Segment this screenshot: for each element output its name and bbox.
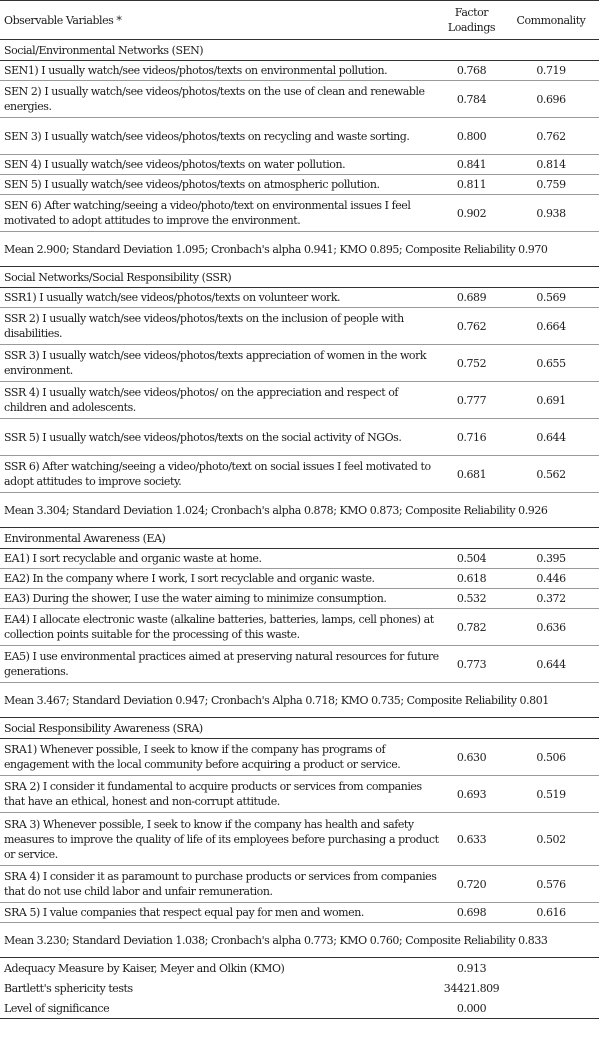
table-row bbox=[0, 569, 599, 589]
section-header-row bbox=[0, 267, 599, 288]
table-row bbox=[0, 866, 599, 903]
section-header-row bbox=[0, 718, 599, 739]
commonality-value: 0.759 bbox=[503, 175, 599, 195]
table-row bbox=[0, 549, 599, 569]
variable-text: SRA1) Whenever possible, I seek to know if the company has programs of engagement with the local community before acquiring a product or service. bbox=[0, 739, 440, 776]
factor-loading-value: 0.777 bbox=[440, 382, 503, 419]
factor-loading-value: 0.504 bbox=[440, 549, 503, 569]
variable-text: SRA 2) I consider it fundamental to acquire products or services from companies that have an ethical, honest and non-corrupt attitude. bbox=[0, 776, 440, 813]
commonality-value: 0.696 bbox=[503, 81, 599, 118]
variable-text: SRA 5) I value companies that respect equal pay for men and women. bbox=[0, 903, 440, 923]
variable-text: SSR 6) After watching/seeing a video/photo/text on social issues I feel motivated to adopt attitudes to improve society. bbox=[0, 456, 440, 493]
section-stats-row bbox=[0, 232, 599, 267]
header-commonality: Commonality bbox=[503, 1, 599, 40]
footer-value: 0.913 bbox=[440, 958, 503, 979]
factor-loading-value: 0.768 bbox=[440, 61, 503, 81]
footer-row bbox=[0, 978, 599, 998]
table-row bbox=[0, 382, 599, 419]
commonality-value: 0.519 bbox=[503, 776, 599, 813]
factor-loading-value: 0.811 bbox=[440, 175, 503, 195]
section-title: Social Networks/Social Responsibility (SSR) bbox=[0, 267, 599, 288]
footer-value: 34421.809 bbox=[443, 981, 500, 995]
commonality-value: 0.644 bbox=[503, 646, 599, 683]
commonality-value: 0.395 bbox=[503, 549, 599, 569]
variable-text: EA5) I use environmental practices aimed at preserving natural resources for future generations. bbox=[0, 646, 440, 683]
table-row bbox=[0, 903, 599, 923]
variable-text: SEN 6) After watching/seeing a video/photo/text on environmental issues I feel motivated to adopt attitudes to improve the environment. bbox=[0, 195, 440, 232]
variable-text: SSR 3) I usually watch/see videos/photos/texts appreciation of women in the work environment. bbox=[0, 345, 440, 382]
header-row bbox=[0, 1, 599, 40]
commonality-value: 0.664 bbox=[503, 308, 599, 345]
table-row bbox=[0, 456, 599, 493]
section-header-row bbox=[0, 40, 599, 61]
commonality-value: 0.655 bbox=[503, 345, 599, 382]
factor-loading-value: 0.716 bbox=[440, 419, 503, 456]
table-row bbox=[0, 739, 599, 776]
variable-text: SSR1) I usually watch/see videos/photos/texts on volunteer work. bbox=[0, 288, 440, 308]
table-row bbox=[0, 419, 599, 456]
factor-loading-value: 0.630 bbox=[440, 739, 503, 776]
table-row bbox=[0, 288, 599, 308]
footer-empty bbox=[503, 958, 599, 979]
commonality-value: 0.616 bbox=[503, 903, 599, 923]
variable-text: SSR 4) I usually watch/see videos/photos/ on the appreciation and respect of children and adolescents. bbox=[0, 382, 440, 419]
table-row bbox=[0, 345, 599, 382]
commonality-value: 0.569 bbox=[503, 288, 599, 308]
variable-text: SEN 2) I usually watch/see videos/photos/texts on the use of clean and renewable energies. bbox=[0, 81, 440, 118]
variable-text: SRA 4) I consider it as paramount to purchase products or services from companies that do not use child labor and unfair remuneration. bbox=[0, 866, 440, 903]
commonality-value: 0.636 bbox=[503, 609, 599, 646]
section-stats-row bbox=[0, 923, 599, 958]
footer-empty bbox=[503, 978, 599, 998]
header-factor-loadings: Factor Loadings bbox=[440, 1, 503, 40]
section-title: Environmental Awareness (EA) bbox=[0, 528, 599, 549]
footer-empty bbox=[503, 998, 599, 1019]
variable-text: EA1) I sort recyclable and organic waste at home. bbox=[0, 549, 440, 569]
footer-row bbox=[0, 998, 599, 1019]
factor-loading-value: 0.784 bbox=[440, 81, 503, 118]
section-stats: Mean 2.900; Standard Deviation 1.095; Cronbach's alpha 0.941; KMO 0.895; Composite Reliability 0.970 bbox=[0, 232, 599, 267]
variable-text: SRA 3) Whenever possible, I seek to know if the company has health and safety measures to improve the quality of life of its employees before purchasing a product or service. bbox=[0, 813, 440, 866]
table-row bbox=[0, 61, 599, 81]
table-row bbox=[0, 609, 599, 646]
factor-loading-value: 0.689 bbox=[440, 288, 503, 308]
table-row bbox=[0, 308, 599, 345]
section-title: Social/Environmental Networks (SEN) bbox=[0, 40, 599, 61]
commonality-value: 0.446 bbox=[503, 569, 599, 589]
variable-text: EA4) I allocate electronic waste (alkaline batteries, batteries, lamps, cell phones) at collection points suitable for the processing of this waste. bbox=[0, 609, 440, 646]
table-row bbox=[0, 776, 599, 813]
variable-text: SEN 3) I usually watch/see videos/photos/texts on recycling and waste sorting. bbox=[0, 118, 440, 155]
commonality-value: 0.372 bbox=[503, 589, 599, 609]
section-stats: Mean 3.467; Standard Deviation 0.947; Cronbach's Alpha 0.718; KMO 0.735; Composite Reliability 0.801 bbox=[0, 683, 599, 718]
factor-loading-value: 0.762 bbox=[440, 308, 503, 345]
commonality-value: 0.644 bbox=[503, 419, 599, 456]
table-row bbox=[0, 155, 599, 175]
factor-loading-value: 0.681 bbox=[440, 456, 503, 493]
variable-text: EA2) In the company where I work, I sort recyclable and organic waste. bbox=[0, 569, 440, 589]
factor-loading-value: 0.532 bbox=[440, 589, 503, 609]
footer-row bbox=[0, 958, 599, 979]
table-row bbox=[0, 175, 599, 195]
factor-loading-value: 0.720 bbox=[440, 866, 503, 903]
commonality-value: 0.506 bbox=[503, 739, 599, 776]
footer-value: 0.000 bbox=[440, 998, 503, 1019]
table-row bbox=[0, 813, 599, 866]
factor-loading-value: 0.618 bbox=[440, 569, 503, 589]
commonality-value: 0.562 bbox=[503, 456, 599, 493]
table-row bbox=[0, 81, 599, 118]
section-stats-row bbox=[0, 493, 599, 528]
factor-loading-value: 0.773 bbox=[440, 646, 503, 683]
section-stats: Mean 3.230; Standard Deviation 1.038; Cronbach's alpha 0.773; KMO 0.760; Composite Reliability 0.833 bbox=[0, 923, 599, 958]
footer-label: Adequacy Measure by Kaiser, Meyer and Olkin (KMO) bbox=[0, 958, 440, 979]
commonality-value: 0.502 bbox=[503, 813, 599, 866]
table-row bbox=[0, 195, 599, 232]
variable-text: SEN 4) I usually watch/see videos/photos/texts on water pollution. bbox=[0, 155, 440, 175]
factor-loading-value: 0.782 bbox=[440, 609, 503, 646]
table-row bbox=[0, 646, 599, 683]
factor-loading-value: 0.752 bbox=[440, 345, 503, 382]
footer-label: Bartlett's sphericity tests bbox=[4, 981, 133, 995]
variable-text: SEN 5) I usually watch/see videos/photos/texts on atmospheric pollution. bbox=[0, 175, 440, 195]
factor-loading-value: 0.633 bbox=[440, 813, 503, 866]
section-title: Social Responsibility Awareness (SRA) bbox=[0, 718, 599, 739]
section-stats: Mean 3.304; Standard Deviation 1.024; Cronbach's alpha 0.878; KMO 0.873; Composite Reliability 0.926 bbox=[0, 493, 599, 528]
footer-label: Level of significance bbox=[0, 998, 440, 1019]
factor-loading-value: 0.841 bbox=[440, 155, 503, 175]
variable-text: SEN1) I usually watch/see videos/photos/texts on environmental pollution. bbox=[0, 61, 440, 81]
factor-loading-value: 0.698 bbox=[440, 903, 503, 923]
variable-text: SSR 2) I usually watch/see videos/photos/texts on the inclusion of people with disabilities. bbox=[0, 308, 440, 345]
commonality-value: 0.719 bbox=[503, 61, 599, 81]
section-header-row bbox=[0, 528, 599, 549]
factor-loading-value: 0.693 bbox=[440, 776, 503, 813]
variable-text: EA3) During the shower, I use the water aiming to minimize consumption. bbox=[0, 589, 440, 609]
commonality-value: 0.576 bbox=[503, 866, 599, 903]
table-body bbox=[0, 40, 599, 1019]
factor-loading-value: 0.800 bbox=[440, 118, 503, 155]
commonality-value: 0.691 bbox=[503, 382, 599, 419]
commonality-value: 0.762 bbox=[503, 118, 599, 155]
variable-text: SSR 5) I usually watch/see videos/photos/texts on the social activity of NGOs. bbox=[0, 419, 440, 456]
table-row bbox=[0, 589, 599, 609]
header-variables: Observable Variables * bbox=[0, 1, 440, 40]
commonality-value: 0.938 bbox=[503, 195, 599, 232]
section-stats-row bbox=[0, 683, 599, 718]
commonality-value: 0.814 bbox=[503, 155, 599, 175]
table-row bbox=[0, 118, 599, 155]
factor-loading-value: 0.902 bbox=[440, 195, 503, 232]
